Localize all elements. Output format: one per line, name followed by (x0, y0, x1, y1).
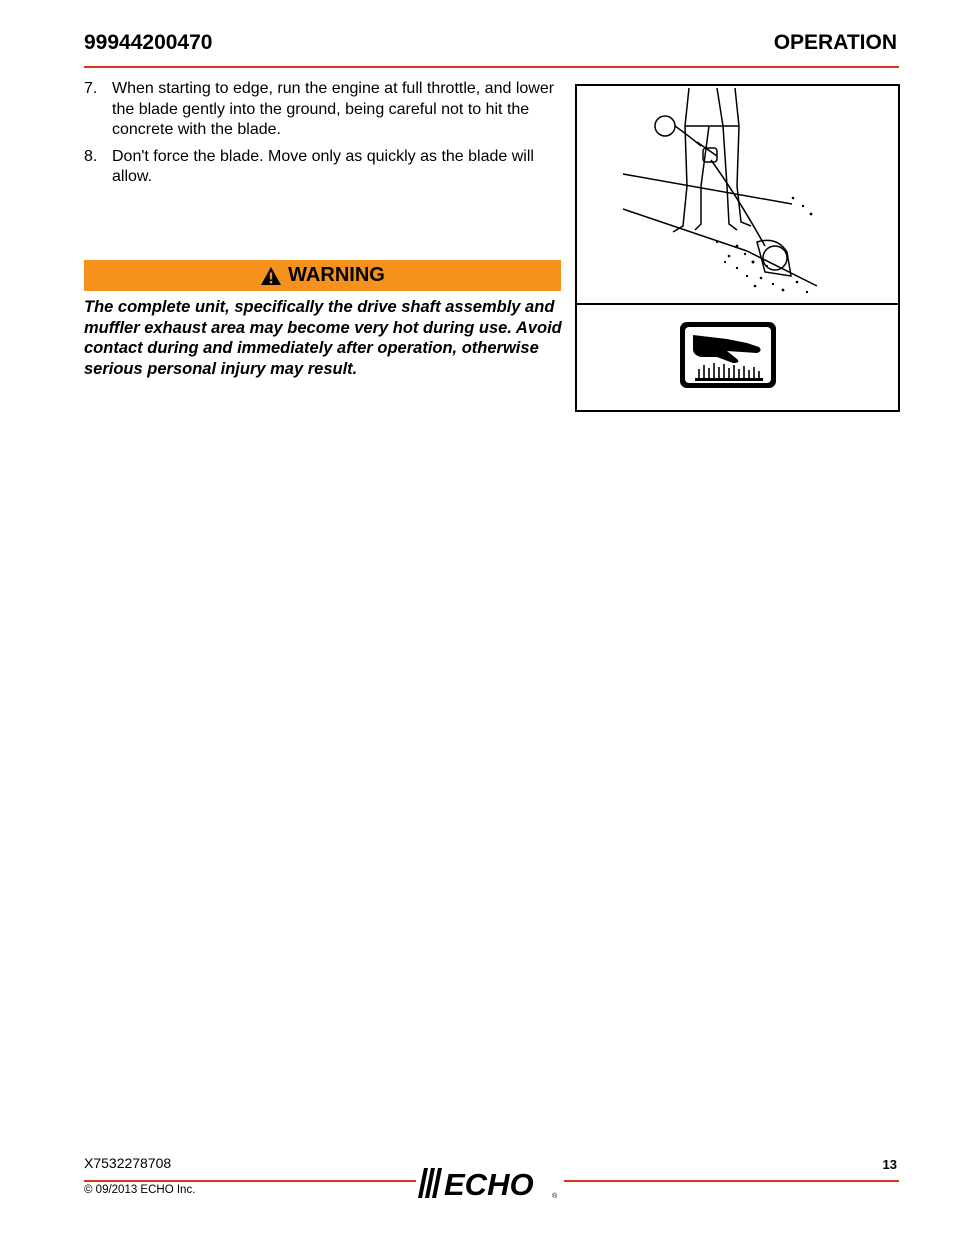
page-number: 13 (882, 1157, 897, 1172)
step-number: 8. (84, 147, 98, 165)
svg-text:ECHO: ECHO (444, 1167, 534, 1200)
footer-rule-right (564, 1180, 899, 1182)
step-text: Don't force the blade. Move only as quickly as the blade will allow. (112, 147, 534, 185)
svg-text:®: ® (552, 1193, 558, 1200)
echo-logo (418, 1166, 563, 1200)
warning-triangle-icon (260, 266, 282, 286)
step-text: When starting to edge, run the engine at full throttle, and lower the blade gently into the ground, being careful not to hit the concrete with the blade. (112, 80, 555, 138)
step-number: 7. (84, 80, 98, 97)
header-rule (84, 66, 899, 68)
doc-number: 99944200470 (84, 31, 213, 54)
instruction-steps (84, 79, 566, 194)
warning-text: The complete unit, specifically the drive shaft assembly and muffler exhaust area may become very hot during use. Avoid contact during and immediately after operation, otherwise serious personal injury may result. (84, 298, 562, 378)
step-item (84, 79, 566, 141)
section-title: OPERATION (773, 31, 897, 54)
footer-code: X7532278708 (84, 1155, 172, 1171)
footer-rule-left (84, 1180, 416, 1182)
copyright: © 09/2013 ECHO Inc. (84, 1184, 196, 1196)
edger-illustration (577, 86, 898, 303)
step-item (84, 147, 566, 188)
hot-surface-icon (577, 305, 898, 410)
figure-box (575, 84, 900, 412)
warning-bar (84, 260, 561, 291)
warning-label: WARNING (288, 264, 385, 286)
